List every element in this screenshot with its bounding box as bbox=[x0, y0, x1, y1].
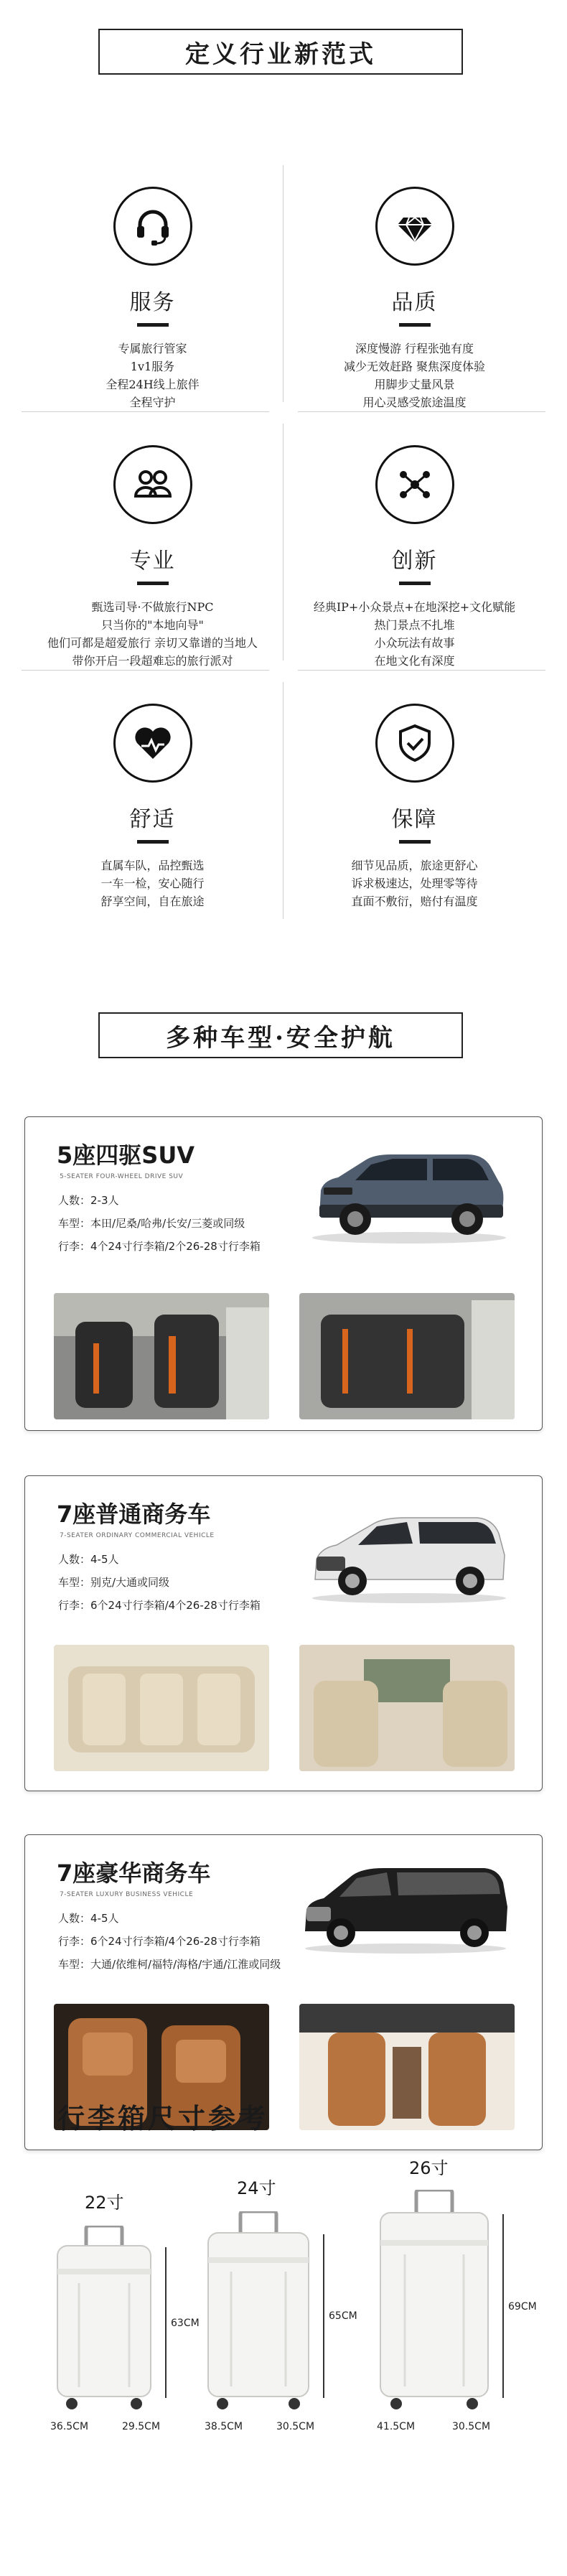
feature-title: 舒适 bbox=[129, 807, 176, 832]
depth-label: 30.5CM bbox=[276, 2421, 315, 2432]
title-underline bbox=[399, 323, 431, 327]
title-underline bbox=[399, 840, 431, 844]
luxury-mpv-image bbox=[298, 1857, 513, 1957]
feature-desc bbox=[100, 857, 204, 910]
diamond-icon bbox=[375, 187, 454, 266]
vehicle-info bbox=[58, 1907, 281, 1976]
vehicle-subtitle: 7-SEATER ORDINARY COMMERCIAL VEHICLE bbox=[60, 1532, 215, 1539]
desc-line: 舒享空间，自在旅途 bbox=[100, 895, 205, 908]
desc-line: 专属旅行管家 bbox=[118, 342, 187, 355]
feature-quality bbox=[284, 154, 545, 413]
width-label: 36.5CM bbox=[50, 2421, 89, 2432]
feature-title: 品质 bbox=[391, 290, 438, 315]
feature-guarantee bbox=[284, 671, 545, 930]
vehicle-card-suv bbox=[24, 1116, 543, 1431]
vehicle-name: 7座普通商务车 bbox=[57, 1501, 211, 1528]
feature-title: 服务 bbox=[129, 290, 176, 315]
section-title-text: 定义行业新范式 bbox=[185, 39, 376, 69]
desc-line: 他们可都是超爱旅行 亲切又靠谱的当地人 bbox=[47, 636, 258, 650]
size-label: 26寸 bbox=[409, 2158, 449, 2178]
feature-title: 专业 bbox=[129, 549, 176, 574]
vehicle-info bbox=[58, 1548, 261, 1617]
info-line: 人数：4-5人 bbox=[58, 1912, 119, 1925]
desc-line: 1v1服务 bbox=[130, 360, 175, 373]
feature-service bbox=[22, 154, 284, 413]
section-title-vehicles bbox=[98, 1012, 463, 1058]
dimension-line bbox=[165, 2247, 167, 2398]
feature-desc bbox=[344, 340, 485, 411]
size-label: 22寸 bbox=[85, 2193, 124, 2213]
suitcase-26-icon bbox=[373, 2190, 495, 2412]
suv-image bbox=[305, 1139, 513, 1246]
height-label: 69CM bbox=[508, 2301, 537, 2313]
interior-photo-rear bbox=[299, 1293, 515, 1419]
vehicle-card-mpv-standard bbox=[24, 1475, 543, 1791]
size-label: 24寸 bbox=[237, 2178, 276, 2198]
desc-line: 用心灵感受旅途温度 bbox=[362, 396, 467, 409]
info-line: 车型：本田/尼桑/哈弗/长安/三菱或同级 bbox=[58, 1217, 245, 1230]
network-icon bbox=[375, 445, 454, 524]
vehicle-info bbox=[58, 1189, 261, 1258]
feature-comfort bbox=[22, 671, 284, 930]
desc-line: 诉求极速达，处理零等待 bbox=[351, 877, 478, 890]
interior-photo-cabin bbox=[54, 1645, 269, 1771]
vehicle-subtitle: 5-SEATER FOUR-WHEEL DRIVE SUV bbox=[60, 1173, 184, 1180]
section-title-text: 多种车型·安全护航 bbox=[166, 1023, 395, 1053]
info-line: 行李：6个24寸行李箱/4个26-28寸行李箱 bbox=[58, 1599, 261, 1612]
desc-line: 一车一检，安心随行 bbox=[100, 877, 205, 890]
height-label: 63CM bbox=[171, 2318, 200, 2329]
desc-line: 甄选司导·不做旅行NPC bbox=[91, 600, 214, 614]
feature-title: 创新 bbox=[391, 549, 438, 574]
feature-title: 保障 bbox=[391, 807, 438, 832]
width-label: 41.5CM bbox=[377, 2421, 416, 2432]
title-underline bbox=[399, 582, 431, 585]
suitcase-24-icon bbox=[201, 2211, 316, 2412]
title-underline bbox=[137, 582, 169, 585]
feature-desc bbox=[106, 340, 199, 411]
info-line: 车型：别克/大通或同级 bbox=[58, 1576, 170, 1589]
vehicle-name: 5座四驱SUV bbox=[57, 1142, 195, 1169]
desc-line: 在地文化有深度 bbox=[374, 654, 455, 668]
feature-desc bbox=[351, 857, 477, 910]
info-line: 人数：2-3人 bbox=[58, 1194, 119, 1207]
desc-line: 全程守护 bbox=[129, 396, 176, 409]
vehicle-subtitle: 7-SEATER LUXURY BUSINESS VEHICLE bbox=[60, 1891, 194, 1898]
luggage-title: 行李箱尺寸参考 bbox=[57, 2102, 269, 2134]
people-icon bbox=[113, 445, 192, 524]
desc-line: 直面不敷衍，赔付有温度 bbox=[351, 895, 478, 908]
feature-desc bbox=[47, 598, 258, 670]
interior-photo-seats bbox=[299, 1645, 515, 1771]
headset-icon bbox=[113, 187, 192, 266]
info-line: 行李：4个24寸行李箱/2个26-28寸行李箱 bbox=[58, 1240, 261, 1253]
depth-label: 29.5CM bbox=[122, 2421, 161, 2432]
info-line: 行李：6个24寸行李箱/4个26-28寸行李箱 bbox=[58, 1935, 261, 1948]
desc-line: 深度慢游 行程张弛有度 bbox=[355, 342, 474, 355]
section-title-standard bbox=[98, 29, 463, 75]
interior-photo-front bbox=[54, 1293, 269, 1419]
desc-line: 热门景点不扎堆 bbox=[374, 618, 455, 632]
depth-label: 30.5CM bbox=[452, 2421, 491, 2432]
height-label: 65CM bbox=[329, 2310, 357, 2322]
dimension-line bbox=[323, 2234, 324, 2398]
info-line: 人数：4-5人 bbox=[58, 1553, 119, 1566]
suitcase-22-icon bbox=[50, 2226, 158, 2412]
desc-line: 小众玩法有故事 bbox=[374, 636, 455, 650]
shield-check-icon bbox=[375, 704, 454, 783]
desc-line: 带你开启一段超难忘的旅行派对 bbox=[72, 654, 233, 668]
vehicle-name: 7座豪华商务车 bbox=[57, 1859, 211, 1887]
width-label: 38.5CM bbox=[205, 2421, 243, 2432]
mpv-image bbox=[305, 1505, 513, 1605]
desc-line: 直属车队，品控甄选 bbox=[100, 859, 205, 872]
title-underline bbox=[137, 323, 169, 327]
heart-icon bbox=[113, 704, 192, 783]
desc-line: 细节见品质，旅途更舒心 bbox=[351, 859, 478, 872]
feature-professional bbox=[22, 413, 284, 671]
desc-line: 用脚步丈量风景 bbox=[374, 378, 455, 391]
title-underline bbox=[137, 840, 169, 844]
feature-desc bbox=[314, 598, 515, 670]
desc-line: 全程24H线上旅伴 bbox=[106, 378, 200, 391]
desc-line: 经典IP+小众景点+在地深挖+文化赋能 bbox=[313, 600, 516, 614]
info-line: 车型：大通/依维柯/福特/海格/宇通/江淮或同级 bbox=[58, 1958, 281, 1971]
desc-line: 只当你的"本地向导" bbox=[101, 618, 204, 632]
features-grid bbox=[22, 154, 545, 930]
dimension-line bbox=[502, 2214, 504, 2398]
feature-innovation bbox=[284, 413, 545, 671]
desc-line: 减少无效赶路 聚焦深度体验 bbox=[343, 360, 486, 373]
interior-photo-cabin-lux bbox=[299, 2004, 515, 2130]
